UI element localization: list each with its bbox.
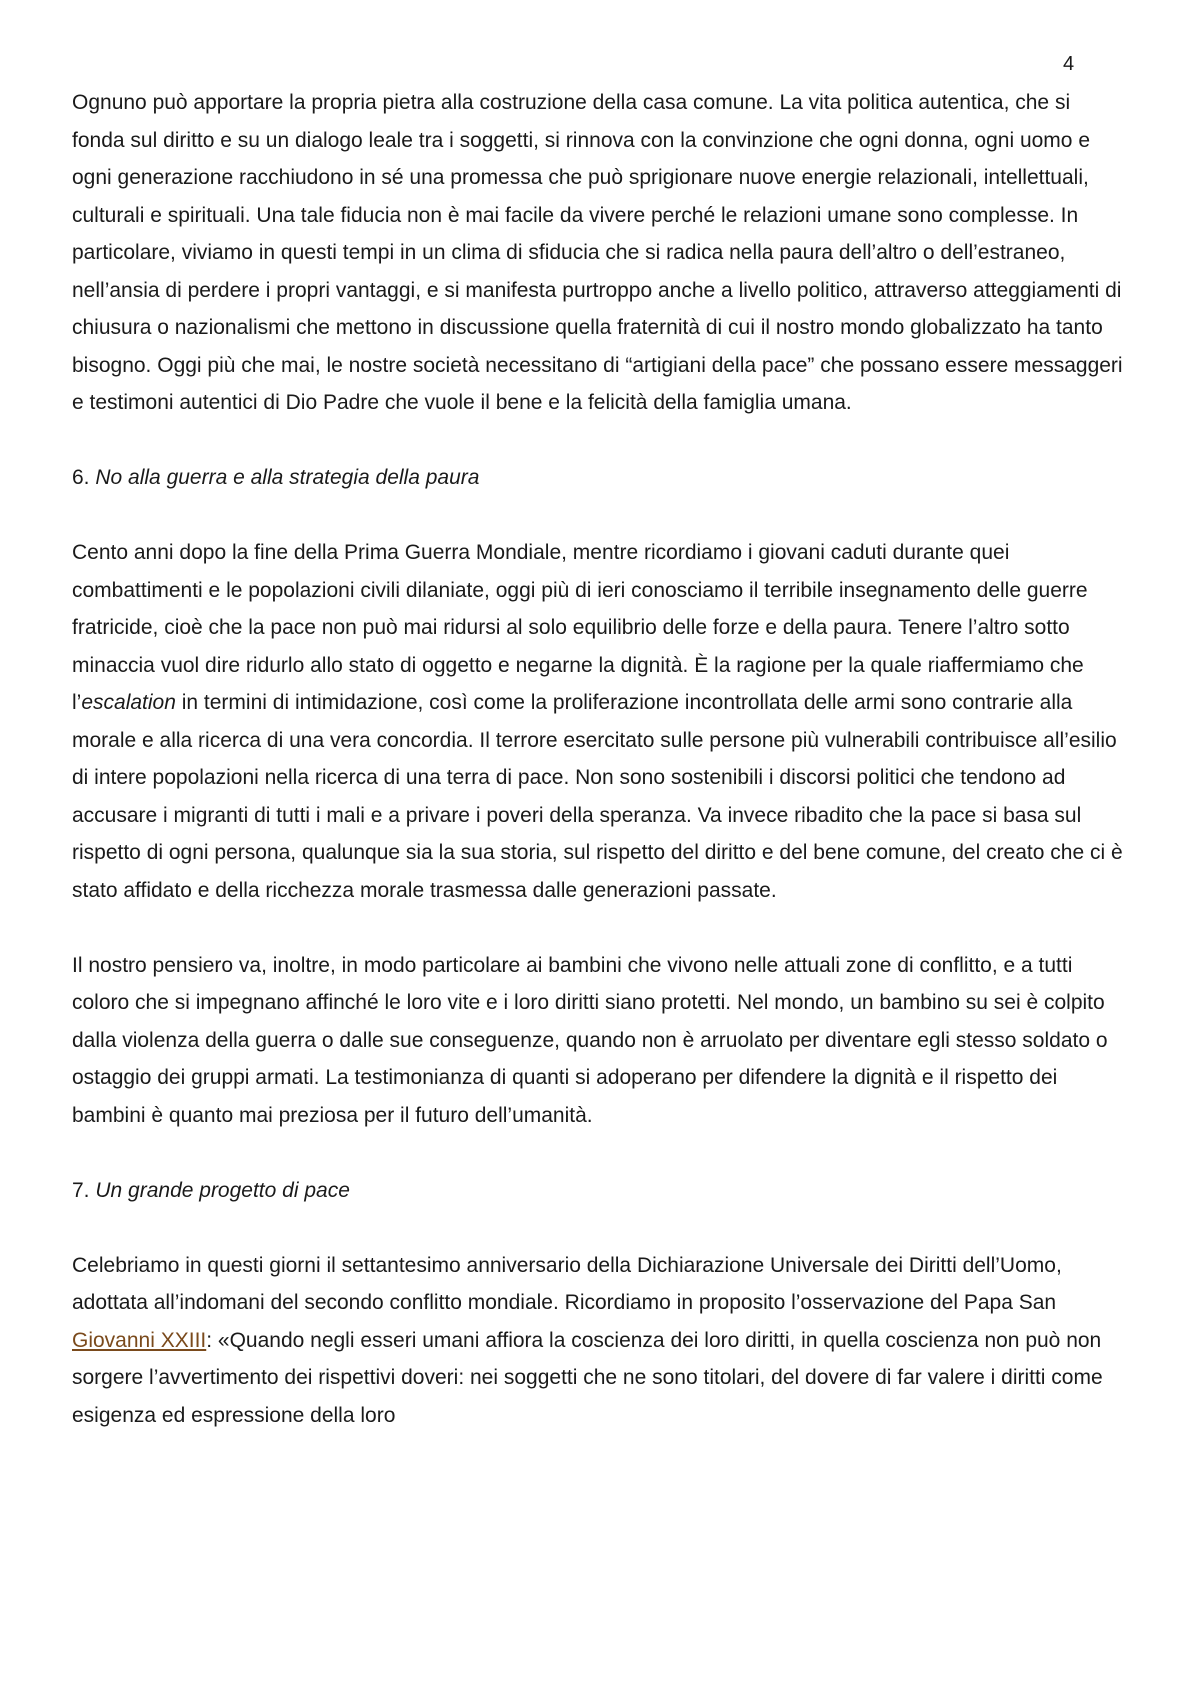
paragraph-text: Celebriamo in questi giorni il settantesimo anniversario della Dichiarazione Universale dei Diritti dell’Uomo, adottata all’indomani del secondo conflitto mondiale. Ricordiamo in proposito l’osservazione del Papa San [72,1253,1062,1314]
paragraph-4 [72,1247,1124,1435]
paragraph-2 [72,534,1124,909]
section-number: 7. [72,1178,96,1202]
section-heading-7 [72,1172,1124,1210]
section-title: Un grande progetto di pace [95,1178,350,1202]
emphasis-text: escalation [81,691,176,714]
paragraph-text: in termini di intimidazione, così come la proliferazione incontrollata delle armi sono contrarie alla morale e alla ricerca di una vera concordia. Il terrore esercitato sulle persone più vulnerabili contribuisce all’esilio di intere popolazioni nella ricerca di una terra di pace. Non sono sostenibili i discorsi politici che tendono ad accusare i migranti di tutti i mali e a privare i poveri della speranza. Va invece ribadito che la pace si basa sul rispetto di ogni persona, qualunque sia la sua storia, sul rispetto del diritto e del bene comune, del creato che ci è stato affidato e della ricchezza morale trasmessa dalle generazioni passate. [72,691,1123,902]
paragraph-text: Cento anni dopo la fine della Prima Guerra Mondiale, mentre ricordiamo i giovani caduti durante quei combattimenti e le popolazioni civili dilaniate, oggi più di ieri conosciamo il terribile insegnamento delle guerre fratricide, cioè che la pace non può mai ridursi al solo equilibrio delle forze e della paura. Tenere l’altro sotto minaccia vuol dire ridurlo allo stato di oggetto e negarne la dignità. È la ragione per la quale riaffermiamo che l’ [72,541,1088,714]
section-number: 6. [72,466,96,489]
document-body [72,84,1124,1434]
page-number: 4 [1063,53,1075,75]
paragraph-text: : «Quando negli esseri umani affiora la coscienza dei loro diritti, in quella coscienza non può non sorgere l’avvertimento dei rispettivi doveri: nei soggetti che ne sono titolari, del dovere di far valere i diritti come esigenza ed espressione della loro [72,1328,1103,1427]
section-heading-6 [72,459,1124,497]
paragraph-1: Ognuno può apportare la propria pietra alla costruzione della casa comune. La vita politica autentica, che si fonda sul diritto e su un dialogo leale tra i soggetti, si rinnova con la convinzione che ogni donna, ogni uomo e ogni generazione racchiudono in sé una promessa che può sprigionare nuove energie relazionali, intellettuali, culturali e spirituali. Una tale fiducia non è mai facile da vivere perché le relazioni umane sono complesse. In particolare, viviamo in questi tempi in un clima di sfiducia che si radica nella paura dell’altro o dell’estraneo, nell’ansia di perdere i propri vantaggi, e si manifesta purtroppo anche a livello politico, attraverso atteggiamenti di chiusura o nazionalismi che mettono in discussione quella fraternità di cui il nostro mondo globalizzato ha tanto bisogno. Oggi più che mai, le nostre società necessitano di “artigiani della pace” che possano essere messaggeri e testimoni autentici di Dio Padre che vuole il bene e la felicità della famiglia umana. [72,91,1123,414]
section-title: No alla guerra e alla strategia della paura [95,466,480,489]
paragraph-3: Il nostro pensiero va, inoltre, in modo particolare ai bambini che vivono nelle attuali zone di conflitto, e a tutti coloro che si impegnano affinché le loro vite e i loro diritti siano protetti. Nel mondo, un bambino su sei è colpito dalla violenza della guerra o dalle sue conseguenze, quando non è arruolato per diventare egli stesso soldato o ostaggio dei gruppi armati. La testimonianza di quanti si adoperano per difendere la dignità e il rispetto dei bambini è quanto mai preziosa per il futuro dell’umanità. [72,953,1108,1127]
giovanni-xxiii-link[interactable]: Giovanni XXIII [72,1328,207,1352]
